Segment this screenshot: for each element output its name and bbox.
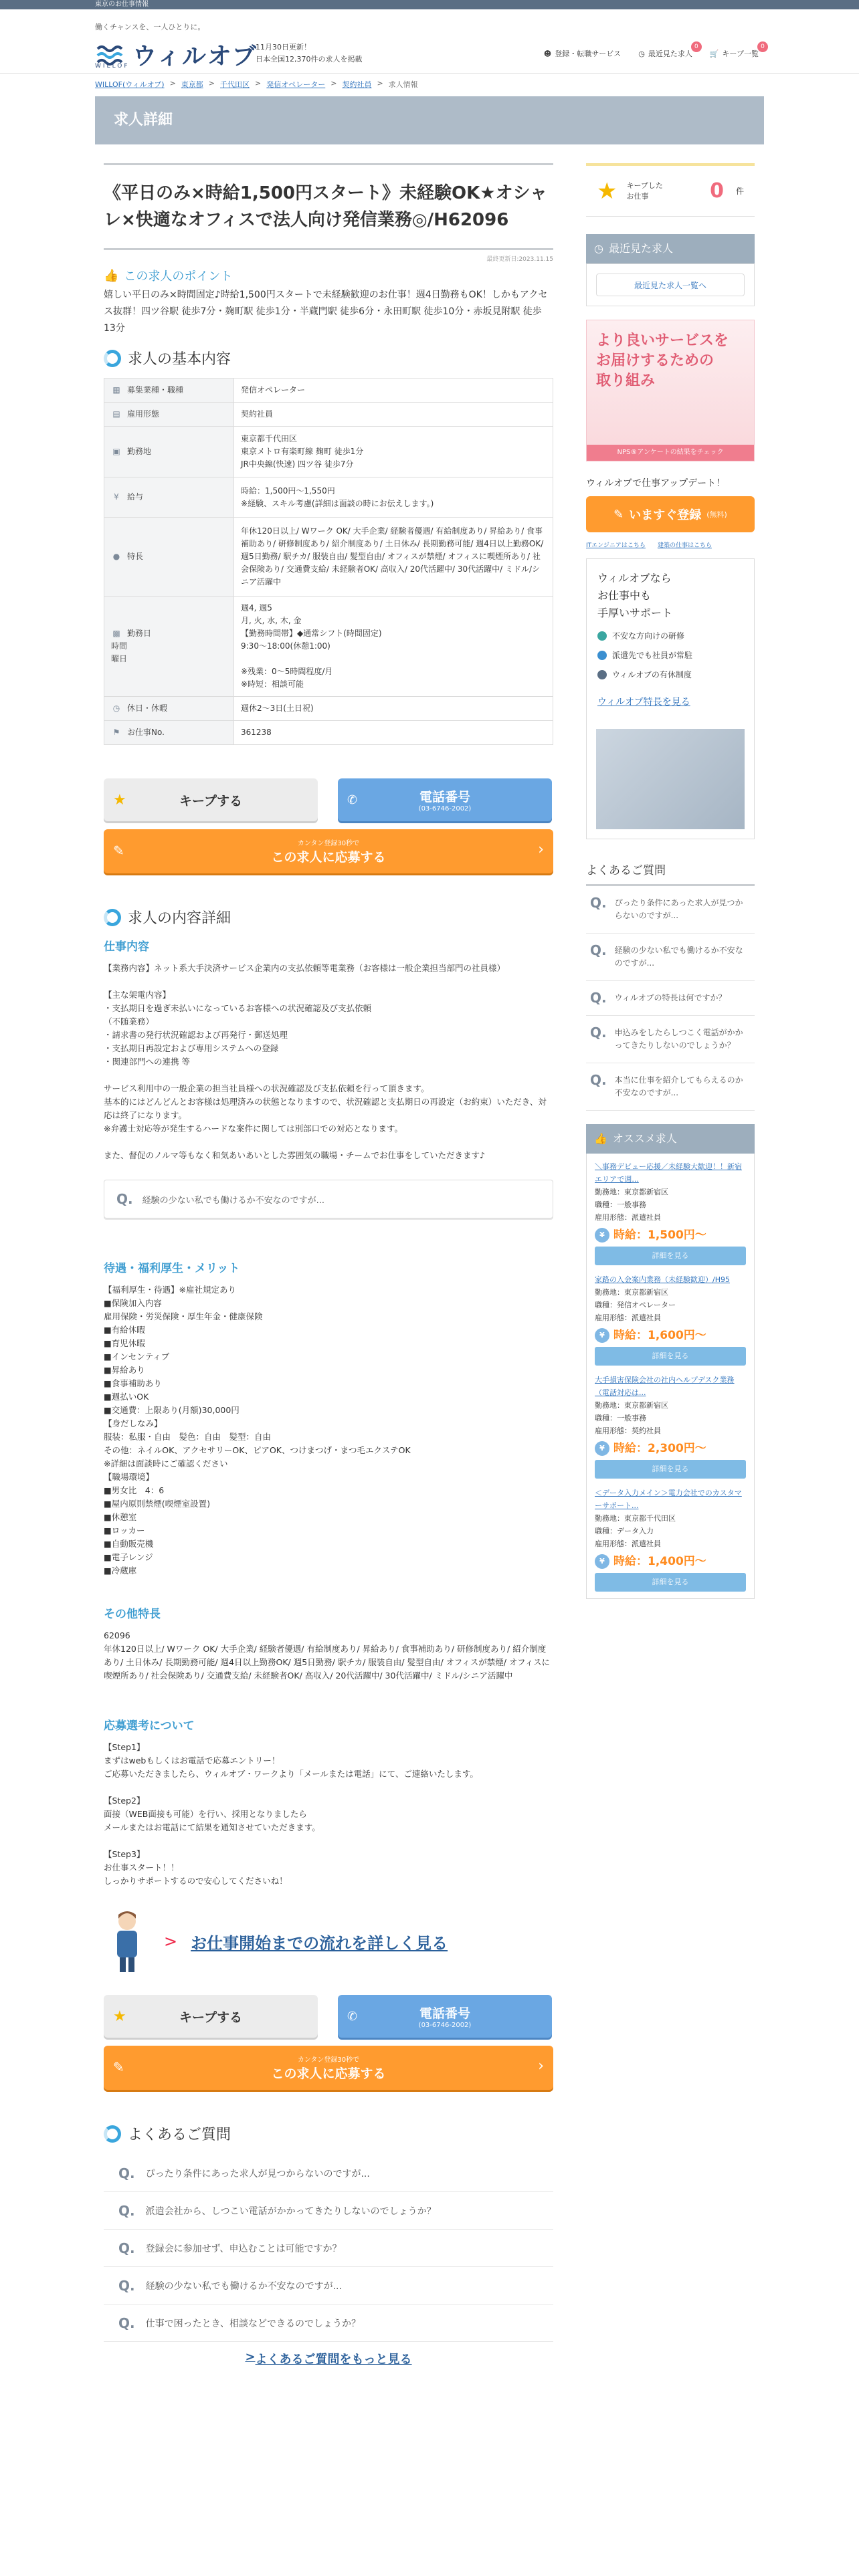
table-row (104, 518, 553, 597)
update-date: 11月30日更新！ (256, 43, 311, 51)
chevron-right-icon: > (164, 1932, 178, 1951)
keep-label: キープする (179, 793, 243, 809)
grid-icon: ▦ (112, 385, 120, 395)
cta-row (104, 778, 553, 821)
row-key: 勤務日 時間 曜日 (111, 629, 152, 663)
breadcrumb-sep-icon: > (377, 79, 383, 88)
q-icon: Q. (118, 2240, 135, 2256)
table-row (104, 427, 553, 477)
side-faq-question: ぴったり条件にあった求人が見つからないのですが... (614, 898, 743, 920)
reco-place: 勤務地：東京都千代田区 (595, 1514, 676, 1523)
clock-icon: ◷ (594, 242, 603, 255)
reco-pay-text: 時給：1,600円〜 (613, 1328, 706, 1342)
faq-item[interactable] (104, 2155, 553, 2192)
side-faq-question: ウィルオブの特長は何ですか？ (614, 993, 727, 1002)
yen-icon: ¥ (595, 1441, 609, 1456)
nav-label: 登録・転職サービス (555, 49, 622, 58)
recent-title: 最近見た求人 (608, 242, 673, 255)
top-bar: 東京のお仕事情報 (0, 0, 859, 9)
bookmark-icon: ⚑ (112, 728, 120, 737)
row-value: 契約社員 (234, 403, 553, 427)
apply-sub: カンタン登録30秒で (297, 840, 360, 847)
side-faq-item[interactable] (586, 1016, 755, 1063)
support-text: ウィルオブなら お仕事中も 手厚いサポート (597, 572, 673, 619)
clock-icon: ◷ (112, 704, 120, 713)
row-key: 特長 (127, 552, 144, 561)
basic-info-title: 求人の基本内容 (128, 351, 231, 368)
other-heading: その他特長 (104, 1608, 161, 1621)
keep-button[interactable] (104, 778, 318, 821)
ring-icon (104, 350, 121, 367)
row-key: 募集業種・職種 (127, 385, 184, 395)
chevron-right-icon: > (245, 2350, 256, 2364)
main-content (104, 163, 553, 2367)
recent-list-button[interactable]: 最近見た求人一覧へ (596, 274, 745, 296)
faq-title: よくあるご質問 (128, 2127, 231, 2143)
side-faq-question: 本当に仕事を紹介してもらえるのか不安なのですが... (614, 1075, 743, 1097)
table-row (104, 721, 553, 745)
row-key: 給与 (127, 492, 144, 502)
doc-icon: ▤ (112, 409, 120, 419)
row-value: 東京都千代田区 東京メトロ有楽町線 麹町 徒歩1分 JR中央線(快速) 四ツ谷 徒歩7分 (234, 427, 553, 477)
yen-icon: ¥ (595, 1554, 609, 1569)
star-icon: ★ (597, 177, 617, 205)
thumbs-up-icon: 👍 (594, 1132, 607, 1145)
reco-pay-text: 時給：2,300円〜 (613, 1441, 706, 1455)
reco-job-link[interactable]: ＼事務デビュー応援／未経験大歓迎！！新宿エリアで週... (595, 1162, 742, 1184)
faq-question: 登録会に参加せず、申込むことは可能ですか？ (145, 2243, 342, 2254)
update-line: ウィルオブで仕事アップデート！ (586, 478, 726, 489)
flow-link-text: お仕事開始までの流れを詳しく見る (191, 1933, 448, 1953)
breadcrumb-link[interactable]: WILLOF(ウィルオブ) (95, 80, 165, 89)
table-row (104, 379, 553, 403)
q-icon: Q. (590, 1072, 607, 1088)
side-links (586, 540, 755, 549)
row-value: 361238 (234, 721, 553, 745)
chevron-right-icon: › (538, 2058, 544, 2074)
reco-title: オススメ求人 (612, 1132, 677, 1145)
row-value: 発信オペレーター (234, 379, 553, 403)
q-icon: Q. (590, 1025, 607, 1041)
apply-button[interactable] (104, 829, 553, 873)
keep-summary[interactable] (586, 163, 755, 217)
phone-label: 電話番号 (419, 2006, 470, 2021)
reco-pay (595, 1328, 746, 1343)
reco-job: 職種：データ入力 (595, 1527, 654, 1535)
phone-button[interactable] (338, 778, 552, 821)
reco-job: 職種：一般事務 (595, 1414, 646, 1422)
faq-list (104, 2155, 553, 2342)
faq-heading (104, 2123, 553, 2144)
support-bullet (597, 669, 743, 680)
nps-banner[interactable] (586, 320, 755, 461)
keep-summary-unit: 件 (735, 187, 744, 196)
phone-number: (03-6746-2002) (418, 2022, 472, 2029)
reco-job-link[interactable]: 大手損害保険会社の社内ヘルプデスク業務（電話対応は... (595, 1376, 735, 1397)
point-title: この求人のポイント (124, 270, 233, 284)
update-count: 日本全国12,370件の求人を掲載 (256, 55, 363, 64)
reco-pay (595, 1441, 746, 1456)
reco-pay-text: 時給：1,400円〜 (613, 1554, 706, 1568)
row-key: 勤務地 (127, 447, 152, 456)
recent-heading (586, 234, 755, 263)
quick-register-button[interactable] (586, 496, 755, 532)
q-icon: Q. (118, 2202, 135, 2219)
faq-item[interactable] (104, 2192, 553, 2230)
faq-question: 経験の少ない私でも働けるか不安なのですが... (145, 2280, 342, 2292)
phone-button[interactable] (338, 1995, 552, 2038)
row-key: 雇用形態 (127, 409, 160, 419)
q-icon: Q. (118, 2277, 135, 2294)
ring-icon (104, 909, 121, 926)
faq-item[interactable] (104, 2304, 553, 2342)
clock-icon: ◷ (638, 49, 645, 58)
breadcrumb (95, 79, 418, 90)
welfare-text: 【福利厚生・待遇】※雇社規定あり ■保険加入内容 雇用保険・労災保険・厚生年金・健康保険 ■有給休暇 ■育児休暇 ■インセンティブ ■昇給あり ■食事補助あり ■週払いOK ■交通費：上限あり(月額)30,000円 【身だしなみ】 服装：私服・自由 髪色：自由 髪型：自由 その他：ネイルOK、アクセサリーOK、ピアOK、つけまつげ・まつ毛エクステOK ※詳細は面談時にご確認ください 【職場環境】 ■男女比 4：6 ■屋内原則禁煙(喫煙室設置) ■休憩室 ■ロッカー ■自動販売機 ■電子レンジ ■冷蔵庫 (104, 1285, 411, 1576)
yen-icon: ¥ (595, 1328, 609, 1343)
welfare-heading: 待遇・福利厚生・メリット (104, 1262, 240, 1275)
quick-register-label: いますぐ登録 (629, 508, 702, 522)
faq-more-link[interactable] (104, 2350, 553, 2367)
sidebar (586, 163, 755, 1599)
breadcrumb-link[interactable]: 契約社員 (342, 80, 372, 89)
thumbs-up-icon: 👍 (104, 268, 119, 283)
faq-item[interactable] (104, 2230, 553, 2267)
reco-type: 雇用形態：派遣社員 (595, 1213, 661, 1222)
cta-row-bottom (104, 1995, 553, 2038)
promo-bar: NPS®アンケートの結果をチェック (587, 445, 754, 461)
office-photo (596, 729, 745, 829)
logo-tagline: 働くチャンスを、一人ひとりに。 (95, 23, 205, 31)
breadcrumb-sep-icon: > (255, 79, 262, 88)
staff-illustration-icon (104, 1909, 151, 1973)
phone-label: 電話番号 (419, 790, 470, 804)
reco-heading (586, 1124, 755, 1154)
keep-button[interactable] (104, 1995, 318, 2038)
q-icon: Q. (116, 1191, 133, 1207)
apply-label: この求人に応募する (271, 850, 386, 865)
phone-icon: ✆ (347, 2010, 358, 2024)
faq-question: 仕事で困ったとき、相談などできるのでしょうか？ (145, 2318, 361, 2329)
side-faq-item[interactable] (586, 981, 755, 1016)
process-heading: 応募選考について (104, 1719, 195, 1733)
basic-info-heading (104, 348, 553, 368)
support-more-link[interactable]: ウィルオブ特長を見る (597, 697, 690, 708)
faq-question: 派遣会社から、しつこい電話がかかってきたりしないのでしょうか？ (145, 2206, 436, 2217)
nav-label: 最近見た求人 (648, 49, 692, 58)
reco-type: 雇用形態：派遣社員 (595, 1313, 661, 1322)
nav-keep-list[interactable] (709, 43, 765, 59)
reco-place: 勤務地：東京都新宿区 (595, 1401, 668, 1410)
people-icon: ☻ (543, 49, 552, 58)
support-bullet (597, 630, 743, 641)
reco-type: 雇用形態：契約社員 (595, 1426, 661, 1435)
flow-link[interactable] (104, 1908, 553, 1975)
bullet-text: ウィルオブの有休制度 (612, 670, 692, 679)
reco-job: 職種：一般事務 (595, 1200, 646, 1209)
reco-card (586, 1154, 755, 1599)
basic-info-table (104, 378, 553, 745)
side-faq-title: よくあるご質問 (586, 861, 755, 886)
q-icon: Q. (118, 2315, 135, 2331)
pencil-icon: ✎ (113, 2059, 124, 2075)
quick-register-tag: (無料) (706, 510, 727, 519)
breadcrumb-link[interactable]: 発信オペレーター (266, 80, 326, 89)
last-updated: 最終更新日:2023.11.15 (486, 256, 553, 263)
breadcrumb-link[interactable]: 東京都 (181, 80, 203, 89)
row-value: 週休2〜3日(土日祝) (234, 697, 553, 721)
phone-icon: ✆ (347, 793, 358, 807)
building-icon: ▣ (112, 447, 120, 456)
nav-register-service[interactable] (544, 48, 621, 59)
row-value: 年休120日以上/ Wワーク OK/ 大手企業/ 経験者優遇/ 有給制度あり/ 昇給あり/ 食事補助あり/ 研修制度あり/ 紹介制度あり/ 土日休み/ 長期勤務可能/ 週4日以上勤務OK/ 週5日勤務/ 駅チカ/ 服装自由/ 髪型自由/ オフィスが禁煙/ オフィスに喫煙所あり/ 社会保険あり/ 交通費支給/ 未経験者OK/ 高収入/ 20代活躍中/ 30代活躍中/ ミドル/シニア活躍中 (234, 518, 553, 597)
bullet-dot-icon (597, 651, 607, 660)
reco-job-link[interactable]: ＜データ入力メイン＞電力会社でのカスタマーサポート... (595, 1489, 742, 1510)
job-title: 《平日のみ×時給1,500円スタート》未経験OK★オシャレ×快適なオフィスで法人向け発信業務◎/H62096 (104, 163, 553, 250)
reco-type: 雇用形態：派遣社員 (595, 1539, 661, 1548)
q-icon: Q. (118, 2165, 135, 2181)
detail-heading (104, 907, 553, 928)
faq-question: ぴったり条件にあった求人が見つからないのですが... (145, 2168, 370, 2179)
bullet-text: 不安な方向けの研修 (612, 631, 685, 641)
logo-text: ウィルオブ (132, 43, 258, 70)
faq-inline-link[interactable] (104, 1180, 553, 1218)
apply-label: この求人に応募する (271, 2066, 386, 2081)
row-key: お仕事No. (127, 728, 165, 737)
keep-summary-count: 0 (710, 179, 724, 203)
reco-detail-button[interactable]: 詳細を見る (595, 1573, 746, 1592)
row-value: 時給：1,500円〜1,550円 ※経験、スキル考慮(詳細は面談の時にお伝えします。) (234, 477, 553, 518)
breadcrumb-link[interactable]: 千代田区 (220, 80, 250, 89)
row-key: 休日・休暇 (127, 704, 168, 713)
table-row (104, 697, 553, 721)
header-nav (543, 43, 765, 59)
breadcrumb-sep-icon: > (208, 79, 215, 88)
logo-subtext: WILLOF (95, 63, 130, 70)
reco-detail-button[interactable]: 詳細を見る (595, 1247, 746, 1265)
side-faq-item[interactable] (586, 1063, 755, 1111)
chevron-right-icon: › (538, 841, 544, 858)
yen-icon: ¥ (114, 492, 119, 502)
detail-title: 求人の内容詳細 (128, 910, 231, 927)
site-header (0, 9, 859, 74)
keep-summary-label: キープした お仕事 (626, 181, 663, 201)
pencil-icon: ✎ (613, 507, 624, 522)
side-faq-question: 経験の少ない私でも働けるか不安なのですが... (614, 946, 743, 968)
bullet-dot-icon (597, 631, 607, 641)
row-value: 週4, 週5 月, 火, 水, 木, 金 【勤務時間帯】◆通常シフト(時間固定) 9:30〜18:00(休憩1:00) ※残業：0〜5時間程度/月 ※時短：相談可能 (234, 597, 553, 697)
apply-button[interactable] (104, 2046, 553, 2090)
reco-place: 勤務地：東京都新宿区 (595, 1288, 668, 1297)
reco-detail-button[interactable]: 詳細を見る (595, 1347, 746, 1366)
q-icon: Q. (590, 990, 607, 1006)
cart-icon: 🛒 (709, 49, 719, 58)
bullet-dot-icon (597, 670, 607, 679)
keep-count-badge: 0 (757, 41, 768, 52)
side-faq-item[interactable] (586, 934, 755, 981)
breadcrumb-sep-icon: > (169, 79, 176, 88)
work-text: 【業務内容】ネット系大手決済サービス企業内の支払依頼等電業務（お客様は一般企業担当部門の社員様） 【主な架電内容】 ・支払期日を過ぎ未払いになっているお客様への状況確認及び支払依頼 （不随業務） ・請求書の発行状況確認および再発行・郵送処理 ・支払期日再設定および専用システムへの登録 ・関連部門への連携 等 サービス利用中の一般企業の担当社員様への状況確認及び支払依頼を行って頂きます。 基本的にはどんどんとお客様は処理済みの状態となりますので、状況確認と支払期日の再設定（お約束）いただき、対応は終了になります。 ※弁護士対応等が発生するハードな案件に関しては別部口での対応となります。 また、督促のノルマ等もなく和気あいあいとした雰囲気の職場・チームでお仕事をしていただきます♪ (104, 963, 547, 1160)
point-text: 嬉しい平日のみ×時間固定♪時給1,500円スタートで未経験歓迎のお仕事！週4日勤務もOK！しかもアクセス抜群！四ツ谷駅 徒歩7分・麹町駅 徒歩1分・半蔵門駅 徒歩6分・永田町駅 徒歩10分・赤坂見附駅 徒歩13分 (104, 290, 548, 334)
support-bullet (597, 649, 743, 661)
promo-text: より良いサービスを お届けするための 取り組み (596, 332, 729, 389)
reco-pay-text: 時給：1,500円〜 (613, 1228, 706, 1242)
breadcrumb-current: 求人情報 (388, 80, 418, 89)
yen-icon: ¥ (595, 1228, 609, 1243)
job-point-heading (104, 267, 553, 284)
table-row (104, 477, 553, 518)
star-icon: ★ (113, 791, 126, 809)
faq-item[interactable] (104, 2267, 553, 2304)
recent-count-badge: 0 (691, 41, 702, 52)
side-faq-item[interactable] (586, 886, 755, 934)
reco-detail-button[interactable]: 詳細を見る (595, 1460, 746, 1479)
table-row (104, 403, 553, 427)
calendar-icon: ▩ (112, 629, 120, 638)
keep-label: キープする (179, 2010, 243, 2025)
construction-link[interactable]: 建築の仕事はこちら (657, 542, 712, 549)
q-icon: Q. (590, 895, 607, 911)
nav-label: キープ一覧 (722, 49, 759, 58)
other-text: 62096 年休120日以上/ Wワーク OK/ 大手企業/ 経験者優遇/ 有給制度あり/ 昇給あり/ 食事補助あり/ 研修制度あり/ 紹介制度あり/ 土日休み/ 長期勤務可能/ 週4日以上勤務OK/ 週5日勤務/ 駅チカ/ 服装自由/ 髪型自由/ オフィスが禁煙/ オフィスに喫煙所あり/ 社会保険あり/ 交通費支給/ 未経験者OK/ 高収入/ 20代活躍中/ 30代活躍中/ ミドル/シニア活躍中 (104, 1630, 551, 1681)
process-text: 【Step1】 まずはwebもしくはお電話で応募エントリー！ ご応募いただきましたら、ウィルオブ・ワークより「メールまたは電話」にて、ご連絡いたします。 【Step2】 面接（WEB面接も可能）を行い、採用となりましたら メールまたはお電話にて結果を通知させていただきます。 【Step3】 お仕事スタート！！ しっかりサポートするので安心してくださいね！ (104, 1742, 478, 1886)
ring-icon (104, 2125, 121, 2143)
recent-box (586, 263, 755, 306)
breadcrumb-sep-icon: > (330, 79, 337, 88)
reco-job-link[interactable]: 家路の入金案内業務（未経験歓迎）/H95 (595, 1275, 730, 1284)
q-icon: Q. (590, 942, 607, 958)
faq-inline-text: 経験の少ない私でも働けるか不安なのですが... (142, 1195, 325, 1206)
apply-sub: カンタン登録30秒で (297, 2056, 360, 2064)
page-banner: 求人詳細 (95, 96, 764, 144)
bulb-icon: ● (112, 552, 120, 561)
work-heading: 仕事内容 (104, 940, 149, 954)
reco-job: 職種：発信オペレーター (595, 1301, 676, 1309)
phone-number: (03-6746-2002) (418, 805, 472, 813)
side-faq-question: 申込みをしたらしつこく電話がかかってきたりしないのでしょうか？ (614, 1028, 743, 1050)
pencil-icon: ✎ (113, 843, 124, 859)
star-icon: ★ (113, 2008, 126, 2025)
it-engineer-link[interactable]: ITエンジニアはこちら (586, 542, 646, 549)
table-row (104, 597, 553, 697)
faq-more-text: よくあるご質問をもっと見る (255, 2353, 412, 2367)
support-box (586, 558, 755, 839)
bullet-text: 派遣先でも社員が常駐 (612, 651, 693, 660)
update-info (256, 41, 363, 66)
reco-place: 勤務地：東京都新宿区 (595, 1188, 668, 1196)
reco-pay (595, 1554, 746, 1569)
nav-recent-jobs[interactable] (638, 43, 698, 59)
reco-pay (595, 1228, 746, 1243)
